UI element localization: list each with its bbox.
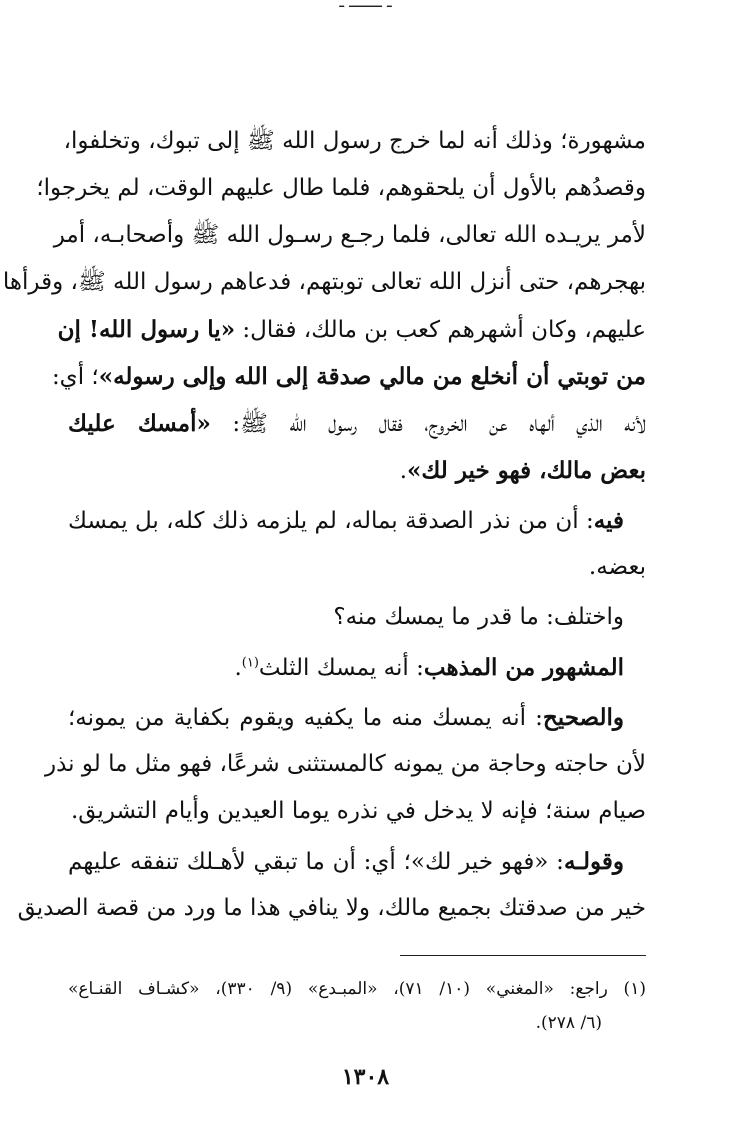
body-line: وقصدُهم بالأول أن يلحقوهم، فلما طال عليهم الوقت، لم يخرجوا؛ <box>36 175 646 201</box>
body-line: مشهورة؛ وذلك أنه لما خرج رسول الله ﷺ إلى تبوك، وتخلفوا، <box>63 128 646 154</box>
body-text: عليهم، وكان أشهرهم كعب بن مالك، فقال: <box>235 317 646 343</box>
hadith-quote: من توبتي أن أنخلع من مالي صدقة إلى الله وإلى رسوله» <box>98 363 646 390</box>
body-line: بعضه. <box>588 554 646 580</box>
body-line: لأن حاجته وحاجة من يمونه كالمستثنى شرعًا، فهو مثل ما لو نذر <box>44 751 646 777</box>
footnote-reference: (١) <box>241 655 259 671</box>
body-text: لأنه الذي ألهاه عن الخروج، فقال رسول الله ﷺ: <box>210 411 647 437</box>
paragraph-label: والصحيح <box>542 704 624 731</box>
body-line <box>68 644 646 691</box>
body-line: لأمر يريـده الله تعالى، فلما رجـع رسـول الله ﷺ وأصحابـه، أمر <box>53 222 646 248</box>
body-text: : أن من نذر الصدقة بماله، لم يلزمه ذلك كله، بل يمسك <box>68 508 594 534</box>
hadith-quote: «يا رسول الله! إن <box>57 316 236 343</box>
hadith-quote: «أمسك عليك <box>68 410 211 437</box>
running-header-fragment: ـ ـــــــ ـ <box>339 0 392 11</box>
body-line <box>68 694 646 741</box>
body-line: بهجرهم، حتى أنزل الله تعالى توبتهم، فدعاهم رسول الله ﷺ، وقرأها <box>2 269 646 295</box>
body-text: : «فهو خير لك»؛ أي: أن ما تبقي لأهـلك تنفقه عليهم <box>68 849 564 875</box>
body-text: : أنه يمسك الثلث <box>258 655 424 681</box>
body-line <box>68 838 646 885</box>
page-number: ١٣٠٨ <box>341 1064 390 1090</box>
footnote-line: (٦/ ٢٧٨). <box>535 1013 602 1033</box>
body-text: : أنه يمسك منه ما يكفيه ويقوم بكفاية من يمونه؛ <box>68 705 543 731</box>
body-text: ؛ أي: <box>51 364 99 390</box>
hadith-quote: بعض مالك، فهو خير لك» <box>407 457 646 484</box>
body-text: . <box>399 458 408 484</box>
footnote-divider <box>400 955 646 956</box>
footnote-line: (١) راجع: «المغني» (١٠/ ٧١)، «المبـدع» (٩/ ٣٣٠)، «كشـاف القنـاع» <box>68 979 646 999</box>
body-line: خير من صدقتك بجميع مالك، ولا ينافي هذا ما ورد من قصة الصديق <box>17 895 646 921</box>
body-line <box>51 353 646 400</box>
body-text: . <box>234 655 242 681</box>
body-line: واختلف: ما قدر ما يمسك منه؟ <box>333 604 624 630</box>
footnotes <box>68 972 646 1040</box>
paragraph-label: فيه <box>593 507 624 534</box>
body-line <box>68 497 646 544</box>
body-line <box>68 447 646 494</box>
paragraph-label: المشهور من المذهب <box>423 654 624 681</box>
paragraph-label: وقولـه <box>563 848 624 875</box>
page-body <box>2 118 647 932</box>
body-line <box>57 306 646 353</box>
body-line: صيام سنة؛ فإنه لا يدخل في نذره يوما العيدين وأيام التشريق. <box>70 798 646 824</box>
body-line <box>68 400 646 447</box>
